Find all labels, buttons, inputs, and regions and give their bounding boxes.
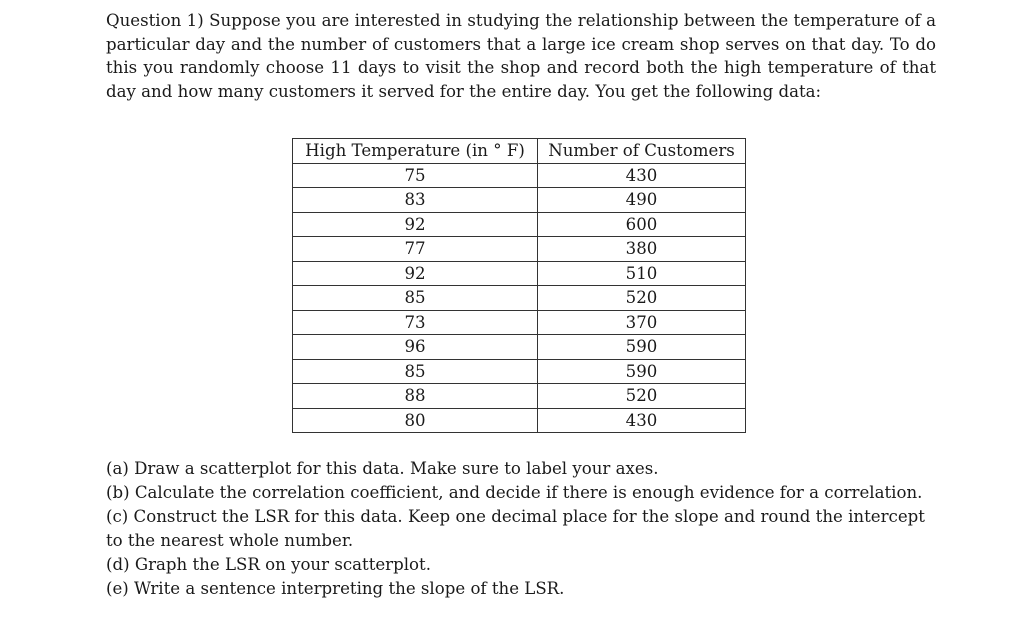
- header-number-of-customers: Number of Customers: [538, 139, 746, 164]
- temperature-cell: 77: [293, 237, 538, 262]
- customers-cell: 520: [538, 286, 746, 311]
- table-row: [293, 384, 746, 409]
- temperature-cell: 88: [293, 384, 538, 409]
- customers-cell: 430: [538, 408, 746, 433]
- customers-cell: 370: [538, 310, 746, 335]
- temperature-cell: 75: [293, 163, 538, 188]
- customers-cell: 590: [538, 335, 746, 360]
- temperature-cell: 73: [293, 310, 538, 335]
- temperature-cell: 96: [293, 335, 538, 360]
- table-row: [293, 359, 746, 384]
- header-high-temperature: High Temperature (in ° F): [293, 139, 538, 164]
- table-row: [293, 188, 746, 213]
- table-header-row: [293, 139, 746, 164]
- temperature-cell: 80: [293, 408, 538, 433]
- temperature-cell: 92: [293, 212, 538, 237]
- customers-cell: 600: [538, 212, 746, 237]
- question-part-c: (c) Construct the LSR for this data. Keep one decimal place for the slope and round the intercept to the nearest whole number.: [106, 507, 925, 550]
- customers-cell: 520: [538, 384, 746, 409]
- table-row: [293, 212, 746, 237]
- table-row: [293, 286, 746, 311]
- table-row: [293, 237, 746, 262]
- customers-cell: 510: [538, 261, 746, 286]
- temperature-cell: 92: [293, 261, 538, 286]
- customers-cell: 590: [538, 359, 746, 384]
- temperature-cell: 85: [293, 286, 538, 311]
- customers-cell: 430: [538, 163, 746, 188]
- table-row: [293, 163, 746, 188]
- table-row: [293, 310, 746, 335]
- customers-cell: 490: [538, 188, 746, 213]
- question-intro: Question 1) Suppose you are interested in studying the relationship between the temperature of a particular day and the number of customers that a large ice cream shop serves on that day. To do this you randomly choose 11 days to visit the shop and record both the high temperature of that day and how many customers it served for the entire day. You get the following data:: [106, 11, 936, 101]
- question-parts: [106, 457, 936, 601]
- customers-cell: 380: [538, 237, 746, 262]
- table-row: [293, 335, 746, 360]
- temperature-cell: 85: [293, 359, 538, 384]
- question-part-b: (b) Calculate the correlation coefficient, and decide if there is enough evidence for a correlation.: [106, 483, 923, 502]
- table-row: [293, 408, 746, 433]
- question-part-d: (d) Graph the LSR on your scatterplot.: [106, 555, 431, 574]
- question-part-e: (e) Write a sentence interpreting the slope of the LSR.: [106, 579, 565, 598]
- data-table: [292, 138, 746, 433]
- temperature-cell: 83: [293, 188, 538, 213]
- question-part-a: (a) Draw a scatterplot for this data. Make sure to label your axes.: [106, 459, 659, 478]
- table-row: [293, 261, 746, 286]
